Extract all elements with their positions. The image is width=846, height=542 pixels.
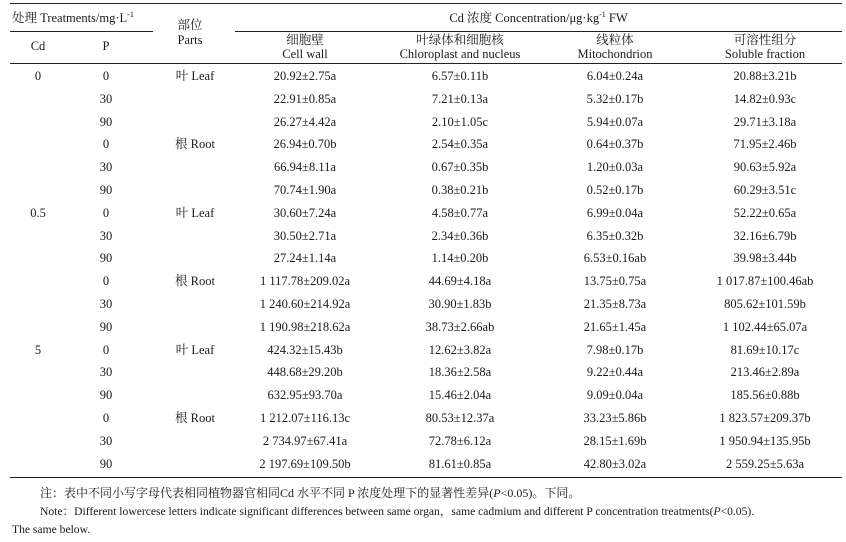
row-part-cell: 根 Root [175,274,215,288]
header-bottom-rule [10,63,842,64]
row-value-cell: 29.71±3.18a [733,115,797,129]
row-value-cell: 2.10±1.05c [431,115,489,129]
row-value-cell: 6.53±0.16ab [583,251,647,265]
row-value-cell: 1 212.07±116.13c [259,411,351,425]
row-part-cell: 根 Root [175,137,215,151]
row-value-cell: 33.23±5.86b [583,411,647,425]
row-value-cell: 2.34±0.36b [431,229,489,243]
row-p-cell: 0 [102,343,110,357]
row-value-cell: 26.94±0.70b [273,137,337,151]
row-value-cell: 0.38±0.21b [431,183,489,197]
note-en [40,503,754,520]
row-value-cell: 2 559.25±5.63a [725,457,805,471]
row-p-cell: 0 [102,274,110,288]
row-part-cell: 叶 Leaf [175,343,215,357]
row-value-cell: 20.92±2.75a [273,69,337,83]
col-cell-wall-en: Cell wall [282,47,328,61]
row-p-cell: 30 [99,92,113,106]
row-cd-cell: 0.5 [30,206,46,220]
row-value-cell: 1 950.94±135.95b [719,434,811,448]
row-value-cell: 39.98±3.44b [733,251,797,265]
row-value-cell: 1 823.57±209.37b [719,411,811,425]
row-value-cell: 81.61±0.85a [428,457,492,471]
row-p-cell: 30 [99,229,113,243]
row-value-cell: 22.91±0.85a [273,92,337,106]
col-mitochondrion-en: Mitochondrion [577,47,653,61]
row-value-cell: 0.64±0.37b [586,137,644,151]
concentration-header [235,7,842,26]
row-value-cell: 1 190.98±218.62a [259,320,351,334]
row-cd-cell: 0 [34,69,42,83]
col-mitochondrion-cn: 线粒体 [596,33,634,47]
row-value-cell: 13.75±0.75a [583,274,647,288]
row-value-cell: 15.46±2.04a [428,388,492,402]
row-value-cell: 90.63±5.92a [733,160,797,174]
row-value-cell: 805.62±101.59b [724,297,806,311]
row-value-cell: 52.22±0.65a [733,206,797,220]
row-value-cell: 1.14±0.20b [431,251,489,265]
row-value-cell: 2 197.69±109.50b [259,457,351,471]
row-p-cell: 30 [99,160,113,174]
row-p-cell: 0 [102,69,110,83]
row-value-cell: 28.15±1.69b [583,434,647,448]
note-cn-a: 注：表中不同小写字母代表相同植物器官相同Cd 水平不同 P 浓度处理下的显著性差异( [40,486,494,500]
row-value-cell: 44.69±4.18a [428,274,492,288]
row-value-cell: 6.57±0.11b [431,69,489,83]
row-value-cell: 72.78±6.12a [428,434,492,448]
row-value-cell: 26.27±4.42a [273,115,337,129]
treatments-header [12,7,134,26]
note-cn [40,485,580,502]
parts-header-cn: 部位 [177,18,203,32]
row-value-cell: 7.98±0.17b [586,343,644,357]
row-value-cell: 6.35±0.32b [586,229,644,243]
row-p-cell: 0 [102,206,110,220]
col-soluble-en: Soluble fraction [724,47,806,61]
note-cn-b: <0.05)。下同。 [500,486,581,500]
cd-header: Cd [30,39,46,53]
row-value-cell: 42.80±3.02a [583,457,647,471]
row-value-cell: 21.65±1.45a [583,320,647,334]
row-value-cell: 14.82±0.93c [733,92,797,106]
row-value-cell: 6.99±0.04a [586,206,644,220]
row-value-cell: 20.88±3.21b [733,69,797,83]
row-value-cell: 7.21±0.13a [431,92,489,106]
row-value-cell: 9.09±0.04a [586,388,644,402]
row-value-cell: 1 117.78±209.02a [259,274,351,288]
row-p-cell: 90 [99,251,113,265]
row-part-cell: 叶 Leaf [175,69,215,83]
row-value-cell: 185.56±0.88b [730,388,800,402]
treatments-label: 处理 Treatments/mg·L [12,11,128,26]
p-header: P [102,39,110,53]
row-part-cell: 叶 Leaf [175,206,215,220]
row-value-cell: 2.54±0.35a [431,137,489,151]
row-p-cell: 90 [99,457,113,471]
row-value-cell: 32.16±6.79b [733,229,797,243]
row-p-cell: 90 [99,388,113,402]
row-value-cell: 30.60±7.24a [273,206,337,220]
concentration-label: Cd 浓度 Concentration/μg·kg [449,11,600,26]
row-value-cell: 213.46±2.89a [730,365,800,379]
note-en-a: Note：Different lowercese letters indicate significant differences between same organ，same cadmium and different P concentration treatments( [40,505,714,518]
row-value-cell: 2 734.97±67.41a [262,434,348,448]
col-chloroplast-en: Chloroplast and nucleus [399,47,521,61]
row-p-cell: 0 [102,411,110,425]
row-value-cell: 5.32±0.17b [586,92,644,106]
note-cn-p: P [493,486,501,500]
row-value-cell: 70.74±1.90a [273,183,337,197]
row-value-cell: 4.58±0.77a [431,206,489,220]
concentration-tail: FW [605,11,628,26]
row-value-cell: 1 017.87±100.46ab [716,274,814,288]
row-value-cell: 27.24±1.14a [273,251,337,265]
row-value-cell: 30.90±1.83b [428,297,492,311]
row-value-cell: 66.94±8.11a [274,160,336,174]
row-p-cell: 30 [99,297,113,311]
treatments-unit-sup: -1 [127,10,134,19]
row-value-cell: 1 102.44±65.07a [722,320,808,334]
concentration-underline [235,31,842,32]
row-value-cell: 1.20±0.03a [586,160,644,174]
row-value-cell: 424.32±15.43b [267,343,343,357]
note-en-p: P [713,505,721,518]
row-p-cell: 0 [102,137,110,151]
row-p-cell: 30 [99,434,113,448]
row-value-cell: 38.73±2.66ab [425,320,495,334]
row-p-cell: 30 [99,365,113,379]
row-value-cell: 0.52±0.17b [586,183,644,197]
row-value-cell: 1 240.60±214.92a [259,297,351,311]
concentration-unit-sup: -1 [599,10,606,19]
row-value-cell: 632.95±93.70a [267,388,343,402]
row-value-cell: 81.69±10.17c [730,343,800,357]
row-value-cell: 60.29±3.51c [733,183,797,197]
top-rule [10,3,842,4]
row-value-cell: 0.67±0.35b [431,160,489,174]
row-part-cell: 根 Root [175,411,215,425]
row-value-cell: 80.53±12.37a [425,411,495,425]
row-p-cell: 90 [99,183,113,197]
row-value-cell: 448.68±29.20b [267,365,343,379]
row-value-cell: 18.36±2.58a [428,365,492,379]
row-p-cell: 90 [99,115,113,129]
row-value-cell: 30.50±2.71a [273,229,337,243]
row-value-cell: 12.62±3.82a [428,343,492,357]
row-cd-cell: 5 [34,343,42,357]
row-value-cell: 5.94±0.07a [586,115,644,129]
row-value-cell: 71.95±2.46b [733,137,797,151]
row-value-cell: 6.04±0.24a [586,69,644,83]
bottom-rule [10,477,842,478]
row-p-cell: 90 [99,320,113,334]
note-en-b: <0.05). [720,505,755,518]
row-value-cell: 21.35±8.73a [583,297,647,311]
row-value-cell: 9.22±0.44a [586,365,644,379]
note-en-line2: The same below. [12,523,91,536]
col-soluble-cn: 可溶性组分 [733,33,797,47]
treatment-underline [10,31,153,32]
col-chloroplast-cn: 叶绿体和细胞核 [416,33,504,47]
col-cell-wall-cn: 细胞壁 [286,33,324,47]
parts-header-en: Parts [177,33,203,47]
